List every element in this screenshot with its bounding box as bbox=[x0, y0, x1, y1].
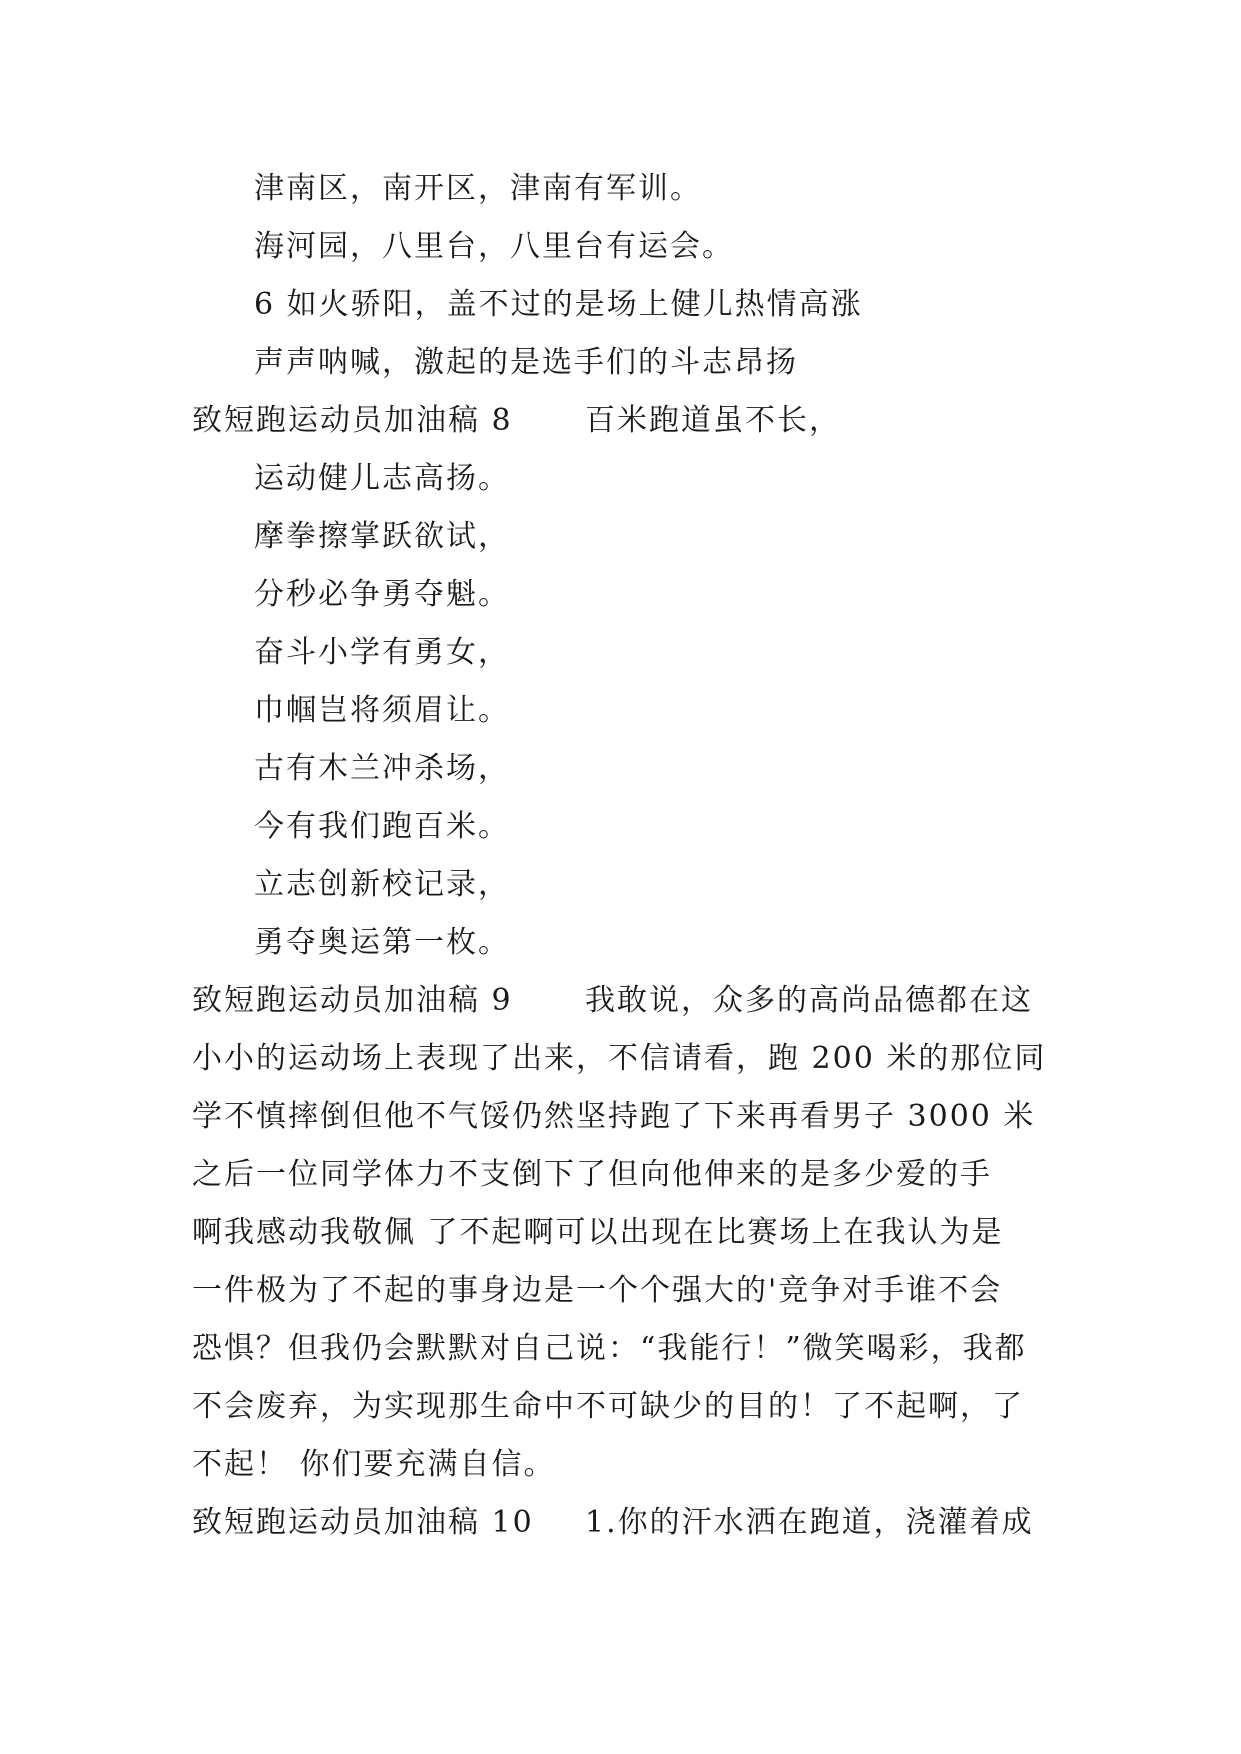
section-heading: 致短跑运动员加油稿 9 bbox=[192, 983, 513, 1018]
poem-line: 摩拳擦掌跃欲试， bbox=[254, 519, 510, 554]
paragraph-line: 恐惧？但我仍会默默对自己说：“我能行！”微笑喝彩，我都 bbox=[192, 1331, 1027, 1366]
section-heading: 致短跑运动员加油稿 10 bbox=[192, 1505, 534, 1540]
paragraph-line: 一件极为了不起的事身边是一个个强大的'竞争对手谁不会 bbox=[192, 1273, 1003, 1308]
poem-line: 勇夺奥运第一枚。 bbox=[254, 925, 510, 960]
section-9-heading-line bbox=[192, 972, 1054, 1030]
poem-line: 奋斗小学有勇女， bbox=[254, 635, 510, 670]
poem-line: 运动健儿志高扬。 bbox=[254, 461, 510, 496]
poem-line: 巾帼岂将须眉让。 bbox=[254, 693, 510, 728]
text-line: 海河园，八里台，八里台有运会。 bbox=[254, 229, 734, 264]
section-8-heading-line bbox=[192, 392, 1054, 450]
poem-line: 古有木兰冲杀场， bbox=[254, 751, 510, 786]
paragraph-line: 不起！ 你们要充满自信。 bbox=[192, 1447, 556, 1482]
text-fragment: 我敢说，众多的高尚品德都在这 bbox=[585, 983, 1033, 1018]
text-fragment: 1.你的汗水洒在跑道，浇灌着成 bbox=[585, 1505, 1034, 1540]
section-heading: 致短跑运动员加油稿 8 bbox=[192, 403, 513, 438]
poem-line: 今有我们跑百米。 bbox=[254, 809, 510, 844]
paragraph-line: 之后一位同学体力不支倒下了但向他伸来的是多少爱的手 bbox=[192, 1157, 992, 1192]
paragraph-line: 不会废弃，为实现那生命中不可缺少的目的！了不起啊，了 bbox=[192, 1389, 1024, 1424]
section-10-heading-line bbox=[192, 1494, 1054, 1552]
text-fragment: 百米跑道虽不长， bbox=[585, 403, 841, 438]
poem-line: 分秒必争勇夺魁。 bbox=[254, 577, 510, 612]
text-line: 6 如火骄阳，盖不过的是场上健儿热情高涨 bbox=[254, 287, 863, 322]
document-body bbox=[192, 160, 1054, 1552]
poem-line: 立志创新校记录， bbox=[254, 867, 510, 902]
text-line: 声声呐喊，激起的是选手们的斗志昂扬 bbox=[254, 345, 798, 380]
paragraph-line: 小小的运动场上表现了出来，不信请看，跑 200 米的那位同 bbox=[192, 1041, 1047, 1076]
text-line: 津南区，南开区，津南有军训。 bbox=[254, 171, 702, 206]
paragraph-line: 啊我感动我敬佩 了不起啊可以出现在比赛场上在我认为是 bbox=[192, 1215, 1004, 1250]
paragraph-line: 学不慎摔倒但他不气馁仍然坚持跑了下来再看男子 3000 米 bbox=[192, 1099, 1036, 1134]
